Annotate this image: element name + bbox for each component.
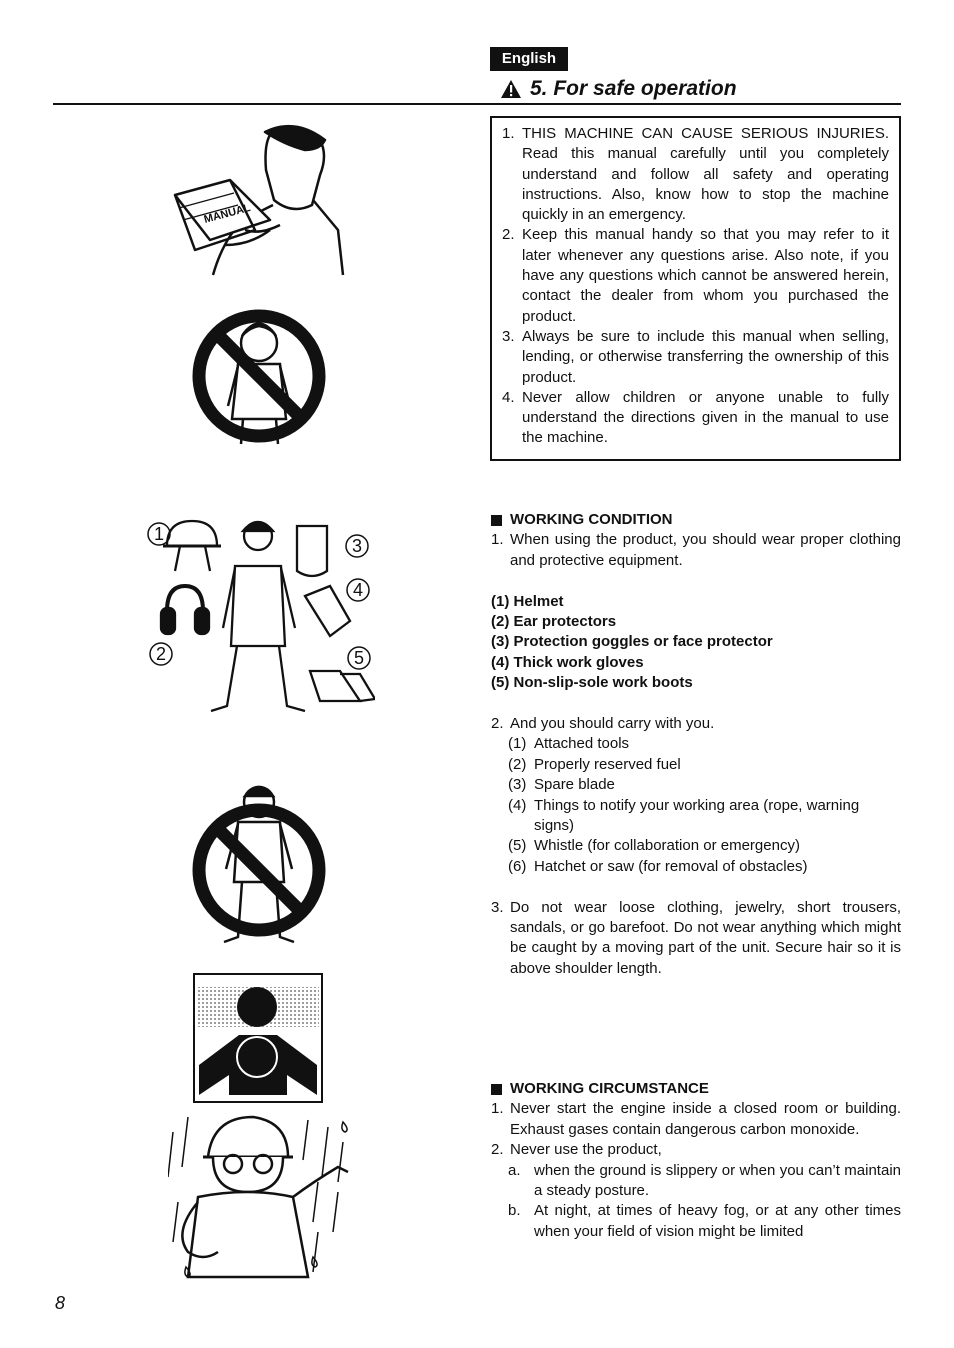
equipment-item: (1) Helmet [491, 592, 564, 610]
working-condition-section [491, 510, 901, 979]
list-item: 2. Never use the product, [491, 1141, 662, 1159]
equipment-item: (4) Thick work gloves [491, 653, 644, 671]
callout-1: 1 [154, 524, 165, 544]
callout-3: 3 [352, 536, 363, 556]
working-circumstance-section [491, 1079, 901, 1242]
protective-equipment-illustration [145, 516, 375, 716]
no-children-prohibition-illustration [188, 296, 330, 452]
equipment-item: (2) Ear protectors [491, 613, 617, 631]
intro-item: 3. Always be sure to include this manual when selling, lending, or otherwise transferring the ownership of this product. [502, 327, 889, 386]
carry-item: (6) Hatchet or saw (for removal of obstacles) [508, 857, 808, 875]
intro-item: 2. Keep this manual handy so that you may refer to it later whenever any questions arise. Also note, if you have any questions which cannot be answered herein, contact the dealer from whom you purchased the product. [502, 226, 889, 325]
man-in-rain-illustration [168, 1112, 358, 1282]
header-rule [53, 103, 901, 105]
manual-label: MANUAL [202, 201, 252, 226]
list-item: 2. And you should carry with you. [491, 715, 715, 733]
carry-item: (5) Whistle (for collaboration or emergency) [508, 837, 800, 855]
equipment-item: (5) Non-slip-sole work boots [491, 674, 693, 692]
warning-triangle-icon [500, 79, 522, 99]
intro-box [490, 116, 901, 461]
carry-item: (3) Spare blade [508, 776, 615, 794]
intro-item: 1. THIS MACHINE CAN CAUSE SERIOUS INJURIES. Read this manual carefully until you completely understand and follow all safety and operating instructions. Also, know how to stop the machine quickly in an emergency. [502, 125, 889, 224]
carry-item: (1) Attached tools [508, 735, 630, 753]
intro-item: 4. Never allow children or anyone unable to fully understand the directions given in the manual to use the machine. [502, 388, 889, 447]
exhaust-gas-warning-illustration [193, 973, 323, 1103]
square-bullet-icon [491, 1084, 502, 1095]
working-condition-heading: WORKING CONDITION [491, 510, 901, 530]
page-number: 8 [55, 1293, 66, 1313]
square-bullet-icon [491, 515, 502, 526]
sub-item: b. At night, at times of heavy fog, or at any other times when your field of vision might be limited [508, 1202, 901, 1240]
callout-5: 5 [354, 648, 365, 668]
language-tab: English [490, 47, 568, 71]
carry-item: (4) Things to notify your working area (rope, warning signs) [508, 796, 860, 835]
sub-item: a. when the ground is slippery or when you can’t maintain a steady posture. [508, 1161, 901, 1200]
callout-2: 2 [156, 644, 167, 664]
equipment-item: (3) Protection goggles or face protector [491, 633, 773, 651]
list-item: 1. Never start the engine inside a closed room or building. Exhaust gases contain dangerous carbon monoxide. [491, 1100, 901, 1138]
no-loose-clothing-prohibition-illustration [188, 782, 330, 950]
man-reading-manual-illustration [165, 120, 350, 280]
carry-item: (2) Properly reserved fuel [508, 755, 681, 773]
list-item: 1. When using the product, you should wear proper clothing and protective equipment. [491, 531, 901, 569]
section-title [500, 74, 737, 104]
callout-4: 4 [353, 580, 364, 600]
section-title-text: 5. For safe operation [530, 77, 737, 100]
list-item: 3. Do not wear loose clothing, jewelry, short trousers, sandals, or go barefoot. Do not wear anything which might be caught by a moving part of the unit. Secure hair so it is above shoulder length. [491, 898, 901, 977]
working-circumstance-heading: WORKING CIRCUMSTANCE [491, 1079, 901, 1099]
